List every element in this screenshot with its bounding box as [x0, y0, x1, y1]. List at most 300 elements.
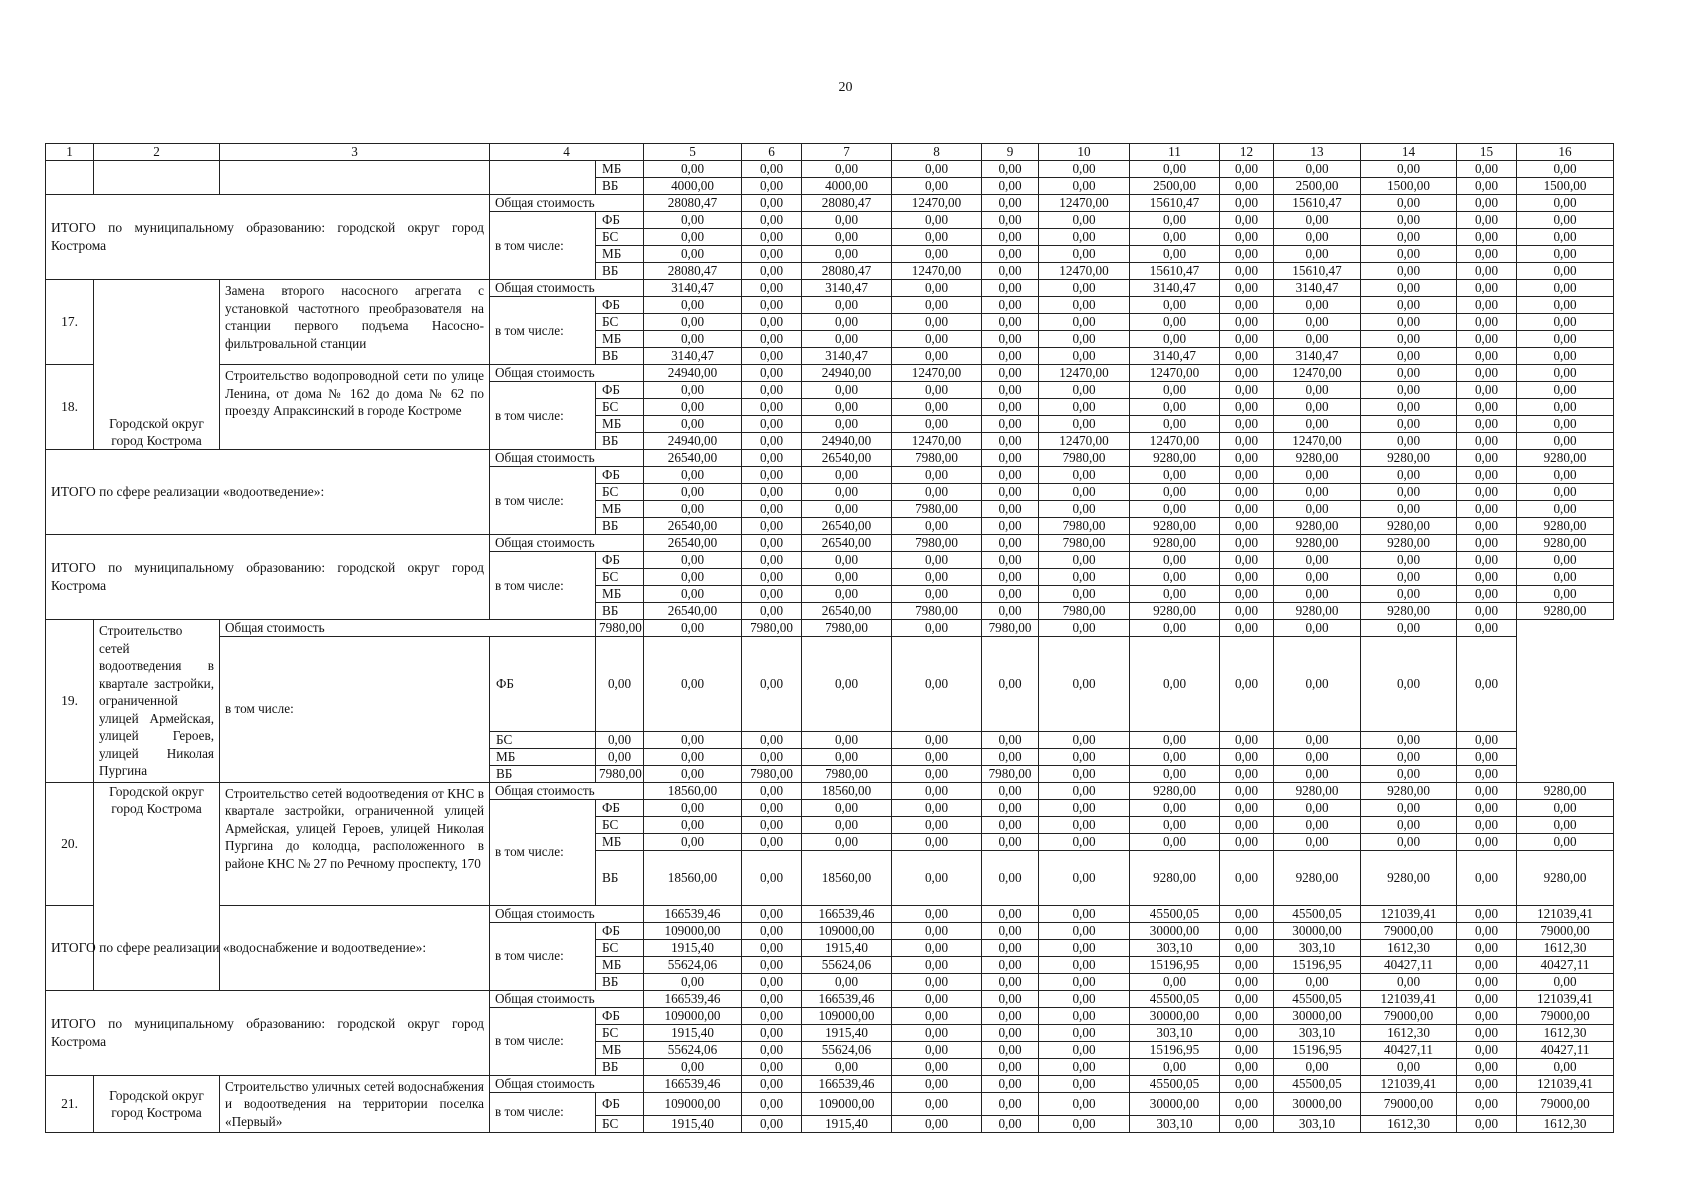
funding-source: ВБ — [596, 178, 644, 195]
value-cell: 0,00 — [1457, 939, 1517, 956]
value-cell: 0,00 — [1039, 399, 1130, 416]
value-cell: 0,00 — [802, 314, 892, 331]
value-cell: 0,00 — [644, 748, 742, 765]
value-cell: 30000,00 — [1274, 1007, 1361, 1024]
value-cell: 121039,41 — [1361, 990, 1457, 1007]
value-cell: 0,00 — [742, 535, 802, 552]
value-cell: 0,00 — [802, 484, 892, 501]
value-cell: 0,00 — [892, 178, 982, 195]
value-cell: 4000,00 — [644, 178, 742, 195]
value-cell: 0,00 — [982, 552, 1039, 569]
value-cell: 28080,47 — [802, 263, 892, 280]
value-cell: 1915,40 — [802, 939, 892, 956]
value-cell: 0,00 — [1517, 280, 1614, 297]
continuation-description-cell — [220, 161, 490, 195]
value-cell: 0,00 — [1130, 833, 1220, 850]
total-cost-label: Общая стоимость — [490, 782, 644, 799]
value-cell: 0,00 — [892, 586, 982, 603]
value-cell: 303,10 — [1274, 1024, 1361, 1041]
value-cell: 0,00 — [1517, 348, 1614, 365]
value-cell: 0,00 — [802, 212, 892, 229]
value-cell: 109000,00 — [644, 1007, 742, 1024]
funding-source: БС — [490, 731, 596, 748]
value-cell: 0,00 — [644, 229, 742, 246]
value-cell: 45500,05 — [1274, 905, 1361, 922]
value-cell: 0,00 — [1220, 178, 1274, 195]
value-cell: 0,00 — [802, 833, 892, 850]
value-cell: 0,00 — [742, 1024, 802, 1041]
including-label: в том числе: — [490, 922, 596, 990]
value-cell: 0,00 — [982, 939, 1039, 956]
value-cell: 9280,00 — [1274, 850, 1361, 905]
value-cell: 0,00 — [892, 382, 982, 399]
value-cell: 9280,00 — [1130, 535, 1220, 552]
value-cell: 0,00 — [982, 501, 1039, 518]
value-cell: 0,00 — [1457, 518, 1517, 535]
column-header: 16 — [1517, 144, 1614, 161]
value-cell: 0,00 — [802, 731, 892, 748]
total-cost-label: Общая стоимость — [490, 365, 644, 382]
value-cell: 15196,95 — [1130, 1041, 1220, 1058]
value-cell: 0,00 — [742, 195, 802, 212]
value-cell: 0,00 — [1457, 637, 1517, 732]
value-cell: 0,00 — [892, 229, 982, 246]
value-cell: 0,00 — [1220, 833, 1274, 850]
including-label: в том числе: — [490, 382, 596, 450]
value-cell: 0,00 — [644, 161, 742, 178]
value-cell: 0,00 — [742, 399, 802, 416]
value-cell: 0,00 — [892, 331, 982, 348]
value-cell: 7980,00 — [982, 620, 1039, 637]
value-cell: 0,00 — [1220, 161, 1274, 178]
value-cell: 0,00 — [1220, 850, 1274, 905]
value-cell: 7980,00 — [1039, 535, 1130, 552]
funding-source: БС — [596, 939, 644, 956]
value-cell: 0,00 — [1517, 246, 1614, 263]
value-cell: 0,00 — [982, 603, 1039, 620]
value-cell: 0,00 — [742, 382, 802, 399]
value-cell: 0,00 — [1361, 637, 1457, 732]
value-cell: 28080,47 — [802, 195, 892, 212]
value-cell: 3140,47 — [802, 280, 892, 297]
value-cell: 0,00 — [1220, 416, 1274, 433]
value-cell: 0,00 — [1220, 246, 1274, 263]
value-cell: 0,00 — [982, 399, 1039, 416]
value-cell: 0,00 — [1220, 1007, 1274, 1024]
value-cell: 166539,46 — [802, 1075, 892, 1092]
value-cell: 0,00 — [742, 518, 802, 535]
value-cell: 0,00 — [982, 348, 1039, 365]
value-cell: 0,00 — [982, 731, 1039, 748]
value-cell: 0,00 — [802, 569, 892, 586]
value-cell: 0,00 — [1361, 161, 1457, 178]
value-cell: 0,00 — [742, 905, 802, 922]
value-cell: 0,00 — [802, 416, 892, 433]
including-label: в том числе: — [490, 467, 596, 535]
funding-source: БС — [596, 569, 644, 586]
value-cell: 0,00 — [742, 782, 802, 799]
value-cell: 0,00 — [1361, 297, 1457, 314]
total-cost-label: Общая стоимость — [490, 535, 644, 552]
value-cell: 0,00 — [1274, 229, 1361, 246]
value-cell: 109000,00 — [802, 1007, 892, 1024]
funding-source: ФБ — [596, 1007, 644, 1024]
value-cell: 0,00 — [1457, 1058, 1517, 1075]
value-cell: 0,00 — [1457, 433, 1517, 450]
value-cell: 0,00 — [1361, 484, 1457, 501]
value-cell: 0,00 — [982, 450, 1039, 467]
value-cell: 303,10 — [1274, 939, 1361, 956]
value-cell: 1500,00 — [1517, 178, 1614, 195]
value-cell: 0,00 — [892, 399, 982, 416]
column-header: 8 — [892, 144, 982, 161]
funding-source: МБ — [596, 331, 644, 348]
value-cell: 7980,00 — [892, 535, 982, 552]
funding-source: ФБ — [596, 297, 644, 314]
value-cell: 0,00 — [644, 297, 742, 314]
value-cell: 0,00 — [892, 246, 982, 263]
including-label: в том числе: — [490, 1007, 596, 1075]
value-cell: 9280,00 — [1361, 518, 1457, 535]
value-cell: 0,00 — [982, 922, 1039, 939]
value-cell: 303,10 — [1130, 1116, 1220, 1133]
value-cell: 0,00 — [1220, 748, 1274, 765]
value-cell: 0,00 — [802, 467, 892, 484]
value-cell: 0,00 — [1220, 1116, 1274, 1133]
value-cell: 0,00 — [1039, 246, 1130, 263]
value-cell: 15196,95 — [1274, 1041, 1361, 1058]
value-cell: 0,00 — [1361, 348, 1457, 365]
value-cell: 0,00 — [892, 569, 982, 586]
total-cost-label: Общая стоимость — [490, 195, 644, 212]
value-cell: 79000,00 — [1361, 922, 1457, 939]
value-cell: 79000,00 — [1517, 1007, 1614, 1024]
value-cell: 0,00 — [892, 905, 982, 922]
value-cell: 0,00 — [644, 399, 742, 416]
value-cell: 0,00 — [1039, 1024, 1130, 1041]
value-cell: 0,00 — [1220, 535, 1274, 552]
value-cell: 0,00 — [1457, 1007, 1517, 1024]
value-cell: 0,00 — [1457, 348, 1517, 365]
value-cell: 9280,00 — [1361, 535, 1457, 552]
value-cell: 7980,00 — [892, 603, 982, 620]
column-header: 10 — [1039, 144, 1130, 161]
item-number: 18. — [46, 365, 94, 450]
value-cell: 0,00 — [892, 297, 982, 314]
value-cell: 18560,00 — [802, 850, 892, 905]
value-cell: 0,00 — [1220, 586, 1274, 603]
value-cell: 0,00 — [982, 569, 1039, 586]
value-cell: 0,00 — [1457, 382, 1517, 399]
value-cell: 0,00 — [742, 833, 802, 850]
value-cell: 0,00 — [892, 990, 982, 1007]
value-cell: 28080,47 — [644, 195, 742, 212]
value-cell: 0,00 — [802, 297, 892, 314]
value-cell: 0,00 — [892, 922, 982, 939]
value-cell: 26540,00 — [802, 518, 892, 535]
value-cell: 0,00 — [742, 1092, 802, 1116]
value-cell: 0,00 — [1457, 956, 1517, 973]
value-cell: 0,00 — [644, 765, 742, 782]
value-cell: 0,00 — [1274, 569, 1361, 586]
value-cell: 0,00 — [1361, 280, 1457, 297]
value-cell: 0,00 — [982, 297, 1039, 314]
value-cell: 0,00 — [1039, 552, 1130, 569]
value-cell: 0,00 — [802, 586, 892, 603]
value-cell: 0,00 — [644, 1058, 742, 1075]
value-cell: 0,00 — [1361, 552, 1457, 569]
value-cell: 0,00 — [1457, 1092, 1517, 1116]
value-cell: 0,00 — [1457, 552, 1517, 569]
value-cell: 0,00 — [1039, 799, 1130, 816]
value-cell: 0,00 — [1220, 467, 1274, 484]
value-cell: 0,00 — [1220, 518, 1274, 535]
value-cell: 9280,00 — [1517, 450, 1614, 467]
value-cell: 12470,00 — [1039, 433, 1130, 450]
column-header: 7 — [802, 144, 892, 161]
value-cell: 0,00 — [1220, 1024, 1274, 1041]
value-cell: 0,00 — [742, 246, 802, 263]
value-cell: 0,00 — [742, 552, 802, 569]
value-cell: 0,00 — [1130, 467, 1220, 484]
value-cell: 0,00 — [892, 467, 982, 484]
total-cost-label: Общая стоимость — [490, 990, 644, 1007]
value-cell: 0,00 — [1039, 348, 1130, 365]
value-cell: 0,00 — [1457, 161, 1517, 178]
value-cell: 0,00 — [742, 178, 802, 195]
value-cell: 0,00 — [644, 637, 742, 732]
value-cell: 0,00 — [1220, 905, 1274, 922]
value-cell: 0,00 — [644, 586, 742, 603]
value-cell: 0,00 — [1457, 365, 1517, 382]
value-cell: 0,00 — [1517, 382, 1614, 399]
table-row — [46, 990, 1614, 1007]
value-cell: 0,00 — [1517, 833, 1614, 850]
value-cell: 0,00 — [1039, 297, 1130, 314]
table-row — [46, 782, 1614, 799]
value-cell: 0,00 — [1517, 467, 1614, 484]
value-cell: 0,00 — [1274, 399, 1361, 416]
table-row — [46, 450, 1614, 467]
value-cell: 0,00 — [742, 229, 802, 246]
value-cell: 0,00 — [1220, 195, 1274, 212]
value-cell: 0,00 — [644, 501, 742, 518]
value-cell: 0,00 — [1220, 620, 1274, 637]
value-cell: 0,00 — [1457, 263, 1517, 280]
value-cell: 303,10 — [1130, 1024, 1220, 1041]
value-cell: 0,00 — [1130, 484, 1220, 501]
value-cell: 0,00 — [742, 850, 802, 905]
value-cell: 1612,30 — [1517, 1024, 1614, 1041]
value-cell: 0,00 — [892, 1092, 982, 1116]
value-cell: 0,00 — [644, 246, 742, 263]
value-cell: 0,00 — [1361, 748, 1457, 765]
value-cell: 7980,00 — [802, 765, 892, 782]
value-cell: 0,00 — [892, 637, 982, 732]
value-cell: 0,00 — [982, 748, 1039, 765]
page-number: 20 — [838, 80, 853, 95]
value-cell: 9280,00 — [1130, 450, 1220, 467]
table-row — [46, 535, 1614, 552]
value-cell: 0,00 — [1457, 331, 1517, 348]
value-cell: 0,00 — [1274, 382, 1361, 399]
value-cell: 0,00 — [892, 782, 982, 799]
value-cell: 0,00 — [1039, 816, 1130, 833]
continuation-municipality-cell — [94, 161, 220, 195]
table-row — [46, 637, 1614, 732]
value-cell: 18560,00 — [802, 782, 892, 799]
value-cell: 0,00 — [742, 263, 802, 280]
value-cell: 0,00 — [1361, 467, 1457, 484]
value-cell: 0,00 — [1220, 484, 1274, 501]
value-cell: 0,00 — [1274, 314, 1361, 331]
value-cell: 0,00 — [1361, 331, 1457, 348]
value-cell: 1915,40 — [802, 1024, 892, 1041]
value-cell: 0,00 — [802, 246, 892, 263]
value-cell: 9280,00 — [1361, 450, 1457, 467]
value-cell: 12470,00 — [1130, 365, 1220, 382]
value-cell: 0,00 — [892, 850, 982, 905]
item-description: Строительство водопроводной сети по улице Ленина, от дома № 162 до дома № 62 по проезду Апраксинский в городе Костроме — [220, 365, 490, 450]
total-cost-label: Общая стоимость — [490, 1075, 644, 1092]
value-cell: 0,00 — [1517, 799, 1614, 816]
value-cell: 0,00 — [742, 433, 802, 450]
value-cell: 0,00 — [1220, 263, 1274, 280]
column-header: 15 — [1457, 144, 1517, 161]
value-cell: 9280,00 — [1130, 782, 1220, 799]
value-cell: 0,00 — [1039, 939, 1130, 956]
value-cell: 0,00 — [1457, 586, 1517, 603]
value-cell: 0,00 — [892, 212, 982, 229]
value-cell: 0,00 — [1361, 501, 1457, 518]
value-cell: 0,00 — [1274, 331, 1361, 348]
value-cell: 12470,00 — [892, 195, 982, 212]
value-cell: 0,00 — [892, 161, 982, 178]
value-cell: 0,00 — [1220, 939, 1274, 956]
value-cell: 0,00 — [982, 314, 1039, 331]
value-cell: 0,00 — [892, 280, 982, 297]
including-label: в том числе: — [490, 799, 596, 905]
value-cell: 0,00 — [1457, 620, 1517, 637]
value-cell: 0,00 — [892, 314, 982, 331]
value-cell: 30000,00 — [1274, 1092, 1361, 1116]
value-cell: 0,00 — [1220, 1041, 1274, 1058]
value-cell: 9280,00 — [1130, 603, 1220, 620]
value-cell: 0,00 — [892, 1116, 982, 1133]
value-cell: 0,00 — [1361, 586, 1457, 603]
funding-source: МБ — [596, 586, 644, 603]
value-cell: 0,00 — [1361, 382, 1457, 399]
value-cell: 0,00 — [742, 990, 802, 1007]
value-cell: 0,00 — [1220, 450, 1274, 467]
value-cell: 0,00 — [742, 484, 802, 501]
value-cell: 0,00 — [644, 816, 742, 833]
value-cell: 0,00 — [982, 365, 1039, 382]
funding-source: ВБ — [596, 973, 644, 990]
value-cell: 0,00 — [802, 973, 892, 990]
value-cell: 0,00 — [1457, 850, 1517, 905]
value-cell: 26540,00 — [644, 518, 742, 535]
value-cell: 3140,47 — [1130, 280, 1220, 297]
value-cell: 7980,00 — [1039, 603, 1130, 620]
municipality-cell: Городской округ город Кострома — [94, 782, 220, 990]
total-label: ИТОГО по сфере реализации «водоотведение»: — [46, 450, 490, 535]
value-cell: 0,00 — [1220, 348, 1274, 365]
value-cell: 9280,00 — [1361, 850, 1457, 905]
value-cell: 0,00 — [1220, 1075, 1274, 1092]
value-cell: 0,00 — [742, 748, 802, 765]
value-cell: 0,00 — [1517, 314, 1614, 331]
value-cell: 7980,00 — [742, 620, 802, 637]
including-label: в том числе: — [490, 297, 596, 365]
value-cell: 45500,05 — [1274, 1075, 1361, 1092]
value-cell: 0,00 — [892, 939, 982, 956]
value-cell: 24940,00 — [644, 365, 742, 382]
funding-source: ВБ — [596, 1058, 644, 1075]
value-cell: 0,00 — [644, 416, 742, 433]
value-cell: 18560,00 — [644, 850, 742, 905]
value-cell: 9280,00 — [1517, 850, 1614, 905]
continuation-number-cell — [46, 161, 94, 195]
value-cell: 0,00 — [1274, 467, 1361, 484]
value-cell: 0,00 — [1220, 973, 1274, 990]
value-cell: 0,00 — [742, 1007, 802, 1024]
value-cell: 0,00 — [742, 1116, 802, 1133]
value-cell: 0,00 — [1457, 1075, 1517, 1092]
table-row — [46, 365, 1614, 382]
value-cell: 303,10 — [1130, 939, 1220, 956]
value-cell: 0,00 — [742, 161, 802, 178]
value-cell: 0,00 — [982, 1058, 1039, 1075]
value-cell: 0,00 — [1039, 731, 1130, 748]
value-cell: 7980,00 — [982, 765, 1039, 782]
value-cell: 0,00 — [1220, 229, 1274, 246]
value-cell: 0,00 — [1130, 399, 1220, 416]
value-cell: 0,00 — [892, 552, 982, 569]
value-cell: 0,00 — [644, 484, 742, 501]
value-cell: 1915,40 — [644, 939, 742, 956]
value-cell: 15610,47 — [1274, 263, 1361, 280]
value-cell: 0,00 — [1039, 748, 1130, 765]
value-cell: 40427,11 — [1517, 956, 1614, 973]
value-cell: 30000,00 — [1130, 1092, 1220, 1116]
value-cell: 45500,05 — [1130, 990, 1220, 1007]
value-cell: 0,00 — [1517, 416, 1614, 433]
value-cell: 0,00 — [1457, 748, 1517, 765]
value-cell: 1612,30 — [1361, 1024, 1457, 1041]
value-cell: 0,00 — [1457, 973, 1517, 990]
value-cell: 18560,00 — [644, 782, 742, 799]
value-cell: 0,00 — [1457, 178, 1517, 195]
value-cell: 0,00 — [1517, 816, 1614, 833]
value-cell: 0,00 — [1361, 731, 1457, 748]
total-label: ИТОГО по муниципальному образованию: городской округ город Кострома — [46, 195, 490, 280]
value-cell: 0,00 — [892, 484, 982, 501]
value-cell: 0,00 — [1457, 765, 1517, 782]
value-cell: 0,00 — [982, 905, 1039, 922]
value-cell: 0,00 — [644, 314, 742, 331]
value-cell: 1612,30 — [1517, 1116, 1614, 1133]
value-cell: 0,00 — [1274, 833, 1361, 850]
value-cell: 0,00 — [982, 1092, 1039, 1116]
value-cell: 0,00 — [982, 331, 1039, 348]
value-cell: 0,00 — [892, 833, 982, 850]
funding-source: ВБ — [596, 263, 644, 280]
value-cell: 0,00 — [1274, 501, 1361, 518]
value-cell: 0,00 — [1517, 569, 1614, 586]
value-cell: 0,00 — [742, 731, 802, 748]
value-cell: 0,00 — [596, 731, 644, 748]
